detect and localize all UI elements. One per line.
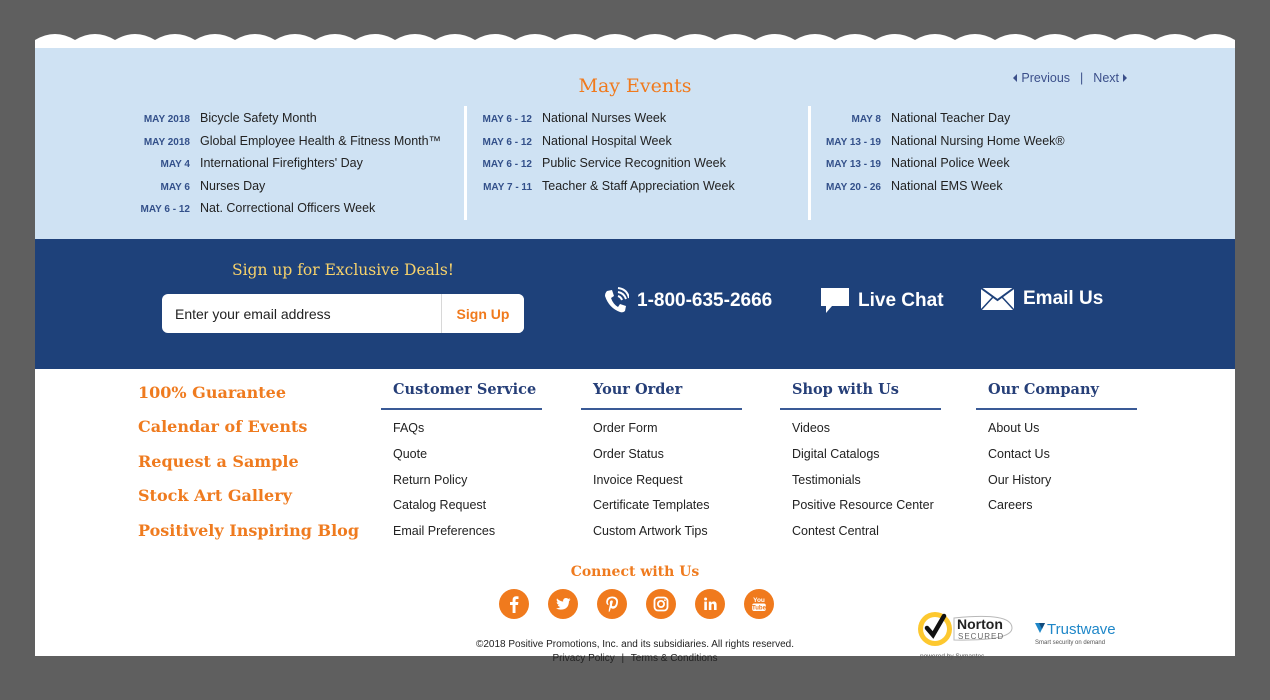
event-row[interactable] <box>135 179 441 202</box>
event-date: MAY 13 - 19 <box>825 136 881 148</box>
event-date: MAY 2018 <box>143 136 190 148</box>
event-row[interactable] <box>479 179 735 202</box>
live-chat-link[interactable] <box>820 287 944 315</box>
svg-text:Tube: Tube <box>752 605 766 612</box>
footer-link[interactable]: Positive Resource Center <box>792 498 934 513</box>
event-name: National Police Week <box>891 156 1010 170</box>
event-row[interactable] <box>479 134 735 157</box>
footer-link[interactable]: Email Preferences <box>393 524 496 539</box>
footer-link[interactable]: Catalog Request <box>393 498 487 513</box>
event-row[interactable] <box>135 134 441 157</box>
event-name: National Nursing Home Week® <box>891 133 1065 148</box>
footer-links <box>35 369 1235 664</box>
event-date: MAY 6 - 12 <box>482 114 532 125</box>
previous-label: Previous <box>1021 71 1071 85</box>
events-divider <box>808 106 811 220</box>
event-row[interactable] <box>135 201 441 224</box>
footer-link[interactable]: Contest Central <box>792 524 879 539</box>
norton-checkmark-icon <box>916 609 1016 661</box>
instagram-icon[interactable] <box>646 589 676 619</box>
event-name: Nurses Day <box>200 178 266 193</box>
envelope-icon <box>980 287 1015 311</box>
live-chat-label: Live Chat <box>858 290 944 311</box>
trustwave-brand: Trustwave <box>1047 621 1116 638</box>
email-us-label: Email Us <box>1023 288 1104 309</box>
column-heading: Your Order <box>581 381 742 410</box>
event-date: MAY 20 - 26 <box>825 181 881 193</box>
event-date: MAY 6 - 12 <box>140 204 190 215</box>
event-date: MAY 8 <box>851 114 881 125</box>
norton-secured-label: SECURED <box>958 632 1005 641</box>
linkedin-icon[interactable] <box>695 589 725 619</box>
footer-link[interactable]: Custom Artwork Tips <box>593 524 708 539</box>
column-heading: Our Company <box>976 381 1137 410</box>
events-divider <box>464 106 467 220</box>
event-name: National Teacher Day <box>891 111 1011 125</box>
calendar-link[interactable]: Calendar of Events <box>138 417 308 436</box>
legal-separator: | <box>621 653 625 664</box>
shop-with-us-column <box>780 381 941 550</box>
event-name: Bicycle Safety Month <box>200 111 317 125</box>
pager-separator: | <box>1080 71 1084 85</box>
event-date: MAY 6 - 12 <box>482 136 532 148</box>
social-icons <box>499 589 774 619</box>
your-order-column <box>581 381 742 550</box>
signup-title: Sign up for Exclusive Deals! <box>231 261 455 279</box>
event-name: International Firefighters' Day <box>200 156 363 170</box>
footer-link[interactable]: Order Status <box>593 446 664 461</box>
event-name: National EMS Week <box>891 178 1003 193</box>
email-us-link[interactable] <box>980 287 1103 311</box>
phone-link[interactable] <box>602 287 772 315</box>
phone-number: 1-800-635-2666 <box>637 290 773 311</box>
events-column-3 <box>820 111 1065 201</box>
caret-right-icon <box>1123 74 1127 82</box>
footer-link[interactable]: Invoice Request <box>593 472 683 487</box>
footer-link[interactable]: Contact Us <box>988 446 1050 461</box>
request-sample-link[interactable]: Request a Sample <box>138 452 299 471</box>
facebook-icon[interactable] <box>499 589 529 619</box>
caret-left-icon <box>1013 74 1017 82</box>
norton-brand: Norton <box>957 616 1003 632</box>
event-date: MAY 6 <box>160 181 190 193</box>
event-row[interactable] <box>820 111 1065 134</box>
phone-icon <box>602 287 629 315</box>
event-name: National Nurses Week <box>542 111 667 125</box>
next-link[interactable] <box>1093 71 1127 85</box>
footer-link[interactable]: Quote <box>393 446 428 461</box>
footer-link[interactable]: Order Form <box>593 421 658 435</box>
event-row[interactable] <box>479 156 735 179</box>
previous-link[interactable] <box>1013 71 1070 85</box>
chat-bubble-icon <box>820 287 850 315</box>
event-name: Nat. Correctional Officers Week <box>200 201 376 215</box>
events-pager <box>1013 71 1127 85</box>
next-label: Next <box>1093 71 1119 85</box>
privacy-policy-link[interactable]: Privacy Policy <box>552 653 615 664</box>
event-row[interactable] <box>135 111 441 134</box>
connect-title: Connect with Us <box>570 564 700 580</box>
event-date: MAY 13 - 19 <box>825 159 881 170</box>
footer-link[interactable]: About Us <box>988 421 1040 435</box>
twitter-icon[interactable] <box>548 589 578 619</box>
svg-text:You: You <box>753 597 765 604</box>
footer-link[interactable]: Our History <box>988 472 1052 487</box>
terms-link[interactable]: Terms & Conditions <box>630 653 718 664</box>
footer-page <box>35 28 1235 664</box>
norton-by-label: powered by Symantec <box>920 653 985 660</box>
events-section <box>35 48 1235 239</box>
norton-secured-badge[interactable] <box>916 609 1016 661</box>
our-company-column <box>976 381 1137 524</box>
sign-up-button[interactable]: Sign Up <box>441 294 524 333</box>
events-column-2 <box>479 111 735 201</box>
trustwave-logo-icon <box>1033 620 1123 650</box>
event-row[interactable] <box>820 134 1065 157</box>
pinterest-icon[interactable] <box>597 589 627 619</box>
footer-link[interactable]: Careers <box>988 498 1033 513</box>
footer-link[interactable]: Videos <box>792 421 830 435</box>
trustwave-badge[interactable] <box>1033 620 1123 655</box>
event-name: Global Employee Health & Fitness Month™ <box>200 133 442 148</box>
column-heading: Shop with Us <box>780 381 941 410</box>
column-heading: Customer Service <box>381 381 542 410</box>
event-row[interactable] <box>135 156 441 179</box>
event-row[interactable] <box>820 179 1065 202</box>
guarantee-link[interactable]: 100% Guarantee <box>138 383 287 402</box>
signup-band <box>35 239 1235 369</box>
footer-link[interactable]: Certificate Templates <box>593 498 710 513</box>
footer-link[interactable]: FAQs <box>393 421 425 435</box>
email-input[interactable] <box>162 294 441 333</box>
blog-link[interactable]: Positively Inspiring Blog <box>138 521 359 540</box>
event-row[interactable] <box>479 111 735 134</box>
event-date: MAY 4 <box>160 159 190 170</box>
scalloped-edge <box>35 28 1235 50</box>
footer-link[interactable]: Return Policy <box>393 472 468 487</box>
event-name: National Hospital Week <box>542 133 672 148</box>
event-name: Teacher & Staff Appreciation Week <box>542 178 735 193</box>
event-row[interactable] <box>820 156 1065 179</box>
trustwave-tagline: Smart security on demand <box>1035 640 1106 646</box>
footer-link[interactable]: Digital Catalogs <box>792 446 880 461</box>
events-title: May Events <box>578 75 692 97</box>
event-name: Public Service Recognition Week <box>542 156 726 170</box>
event-date: MAY 2018 <box>143 114 190 125</box>
events-column-1 <box>135 111 441 224</box>
customer-service-column <box>381 381 542 550</box>
youtube-icon[interactable] <box>744 589 774 619</box>
signup-form <box>162 294 524 333</box>
event-date: MAY 7 - 11 <box>483 181 532 193</box>
event-date: MAY 6 - 12 <box>482 159 532 170</box>
stock-art-link[interactable]: Stock Art Gallery <box>138 486 292 505</box>
copyright-text: ©2018 Positive Promotions, Inc. and its subsidiaries. All rights reserved. <box>475 639 795 650</box>
footer-link[interactable]: Testimonials <box>792 472 861 487</box>
